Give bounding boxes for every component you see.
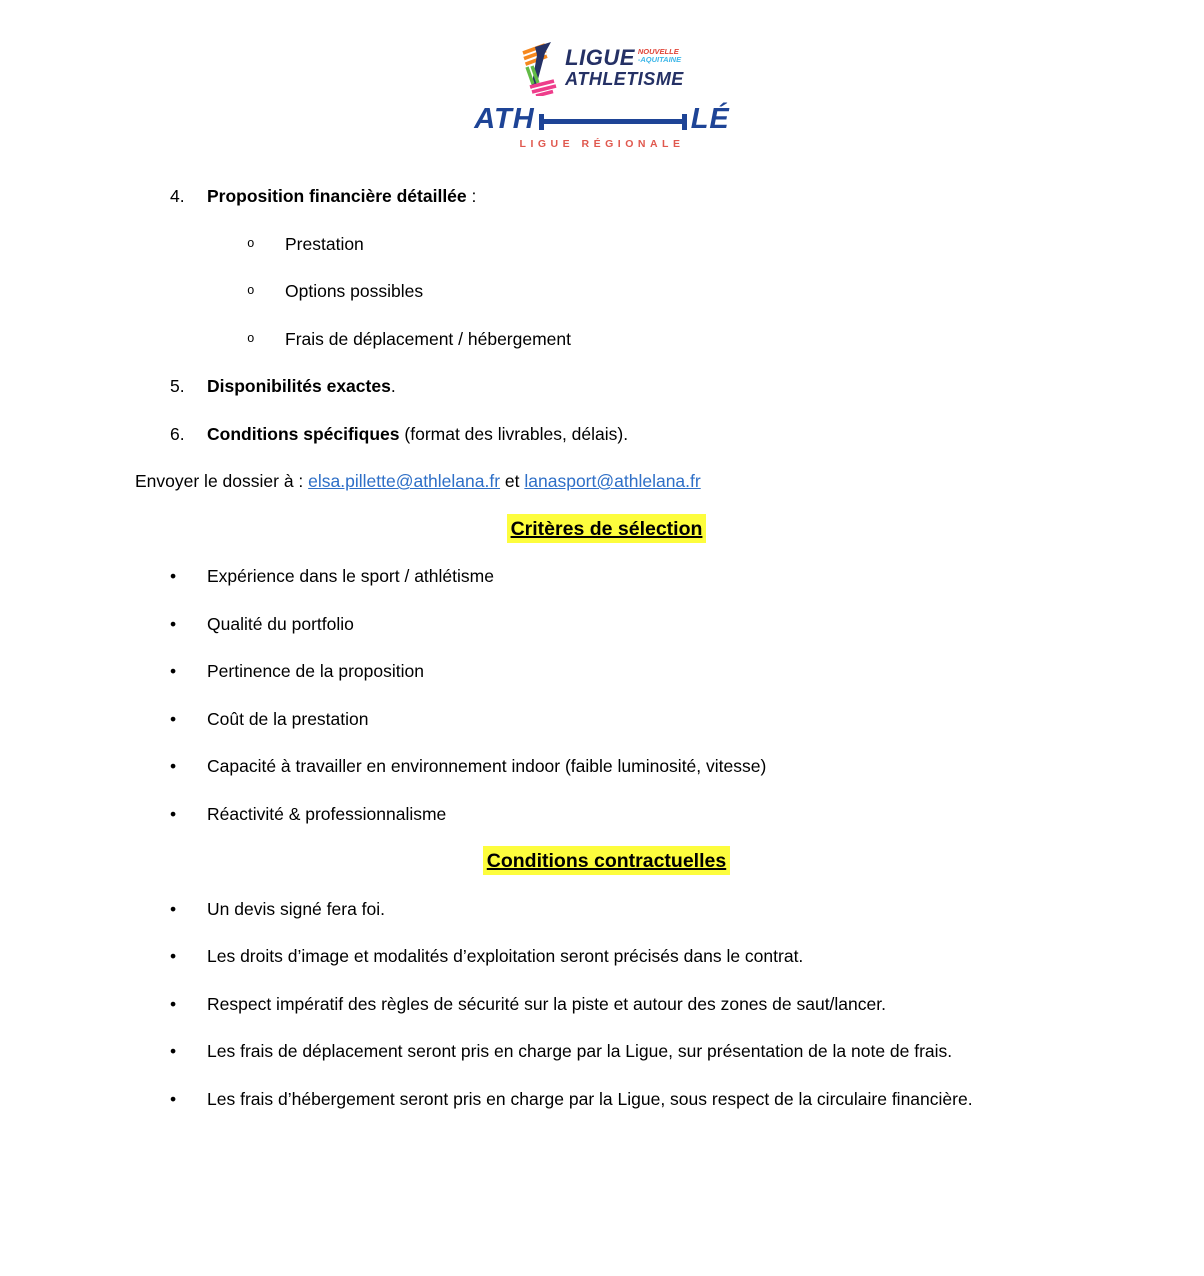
highlighted-heading: Conditions contractuelles	[483, 846, 730, 875]
section-heading-conditions	[135, 845, 1078, 878]
highlighted-heading: Critères de sélection	[507, 514, 707, 543]
bullet-marker: •	[170, 803, 177, 824]
athle-left-text: ATH	[474, 103, 535, 135]
section-heading-criteres	[135, 513, 1078, 546]
bullet-item: • Les frais d’hébergement seront pris en charge par la Ligue, sous respect de la circulaire financière.	[135, 1083, 1078, 1116]
email-link-lanasport[interactable]: lanasport@athlelana.fr	[524, 471, 701, 491]
logo-athletisme-text: ATHLETISME	[565, 69, 684, 89]
list-number: 4.	[170, 186, 185, 206]
bullet-marker: •	[170, 613, 177, 634]
bullet-item: • Coût de la prestation	[135, 703, 1078, 736]
hurdle-bar-icon	[539, 119, 687, 124]
bullet-marker: •	[170, 946, 177, 966]
send-dossier-line	[135, 465, 1078, 498]
logo-ligue-text: LIGUE	[565, 45, 635, 70]
league-logo-block	[0, 0, 1204, 180]
list-number: 5.	[170, 376, 185, 396]
ligue-regionale-text: LIGUE RÉGIONALE	[519, 138, 685, 150]
bullet-marker: •	[170, 898, 177, 919]
circle-marker: o	[247, 284, 255, 298]
bullet-item: • Les frais de déplacement seront pris en charge par la Ligue, sur présentation de la note de frais.	[135, 1035, 1078, 1068]
circle-marker: o	[247, 331, 255, 346]
logo-wordmark	[565, 47, 684, 89]
sub-bullet-frais: o Frais de déplacement / hébergement	[135, 323, 1078, 356]
logo-region-text: NOUVELLE -AQUITAINE	[637, 47, 682, 64]
bullet-item: • Qualité du portfolio	[135, 608, 1078, 641]
bullet-item: • Pertinence de la proposition	[135, 655, 1078, 688]
numbered-item-5	[135, 370, 1078, 403]
bullet-item: • Capacité à travailler en environnement indoor (faible luminosité, vitesse)	[135, 750, 1078, 783]
bullet-item: • Réactivité & professionnalisme	[135, 798, 1078, 831]
sub-bullet-options: o Options possibles	[135, 275, 1078, 308]
bullet-item: • Respect impératif des règles de sécurité sur la piste et autour des zones de saut/lancer.	[135, 988, 1078, 1021]
numbered-item-6	[135, 418, 1078, 451]
numbered-item-text: Disponibilités exactes.	[207, 376, 396, 396]
bullet-marker: •	[170, 993, 177, 1014]
sub-bullet-prestation: o Prestation	[135, 228, 1078, 261]
email-link-elsa[interactable]: elsa.pillette@athlelana.fr	[308, 471, 501, 491]
athle-right-text: LÉ	[690, 103, 730, 135]
numbered-item-4	[135, 180, 1078, 213]
bullet-marker: •	[170, 1041, 177, 1061]
circle-marker: o	[247, 236, 255, 251]
send-dossier-prefix: Envoyer le dossier à :	[135, 471, 309, 491]
bullet-item: • Un devis signé fera foi.	[135, 893, 1078, 926]
bullet-marker: •	[170, 756, 177, 776]
document-content	[135, 180, 1078, 1116]
ligue-nouvelle-aquitaine-logo	[520, 40, 684, 96]
bullet-marker: •	[170, 708, 177, 729]
athle-logo	[0, 105, 1204, 150]
send-dossier-separator: et	[500, 471, 525, 491]
bullet-marker: •	[170, 566, 177, 586]
bullet-marker: •	[170, 661, 177, 681]
numbered-item-text: Proposition financière détaillée :	[207, 186, 477, 206]
logo-stripes-icon	[520, 40, 560, 96]
list-number: 6.	[170, 423, 185, 444]
bullet-marker: •	[170, 1088, 177, 1109]
numbered-item-text: Conditions spécifiques (format des livrables, délais).	[207, 423, 629, 444]
bullet-item: • Expérience dans le sport / athlétisme	[135, 560, 1078, 593]
bullet-item: • Les droits d’image et modalités d’exploitation seront précisés dans le contrat.	[135, 940, 1078, 973]
